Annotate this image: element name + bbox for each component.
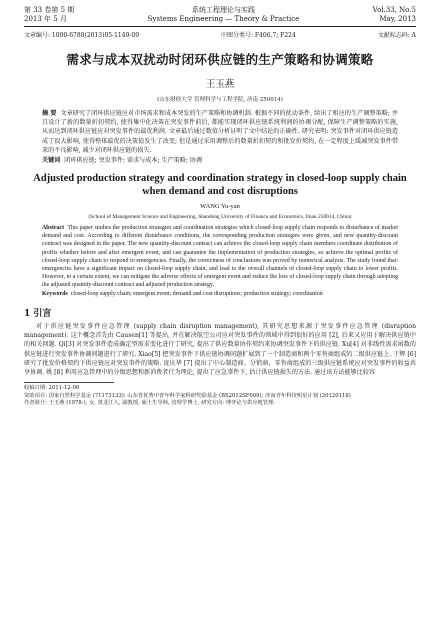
paper-title-cn: 需求与成本双扰动时闭环供应链的生产策略和协调策略 (66, 52, 374, 67)
keywords-en-label: Keywords (42, 290, 68, 297)
abstract-en-label: Abstract (42, 225, 65, 232)
header-volume: 第 33 卷第 5 期 (24, 6, 75, 14)
affiliation-cn: (山东财经大学 管理科学与工程学院, 济南 250014) (157, 97, 283, 103)
author-cn: 王玉燕 (205, 79, 235, 90)
header-center (148, 6, 300, 24)
abstract-cn (24, 109, 416, 155)
footnote-received: 收稿日期: 2011-12-06 (24, 385, 80, 392)
journal-name-en: Systems Engineering — Theory & Practice (147, 15, 300, 23)
footnote-funding: 资助项目: 国家自然科学基金 (71173133); 山东省优秀中青年科学家科研奖励基金 (BS2012SF009); 济南青年科技明星计划 (20120118) (24, 392, 351, 399)
footnote-bio: 作者简介: 王玉燕 (1978-), 女, 黑龙江人, 副教授, 硕士生导师, 管理学博士, 研究方向: 博弈论与供应链管理. (24, 400, 276, 407)
header-right (373, 6, 416, 24)
journal-header (24, 6, 416, 24)
document-code: 文献标志码: A (377, 32, 416, 39)
header-left (24, 6, 74, 24)
header-divider (24, 26, 416, 27)
footnotes (24, 385, 416, 408)
header-date-cn: 2013 年 5 月 (24, 15, 67, 23)
abstract-en-text: This paper studies the production strategies and coordination strategies which closed-loop supply chain responds to disturbance of market demand and cost. According to different disturbance conditions, the corresponding production strategies were given, and new quantity-discount contract was designed in the paper. The new quantity-discount contract can achieve the closed-loop supply chain members coordinate distribution of profits whether before and after emergent event, and can guarantee the implementation of production strategies, so achieve the optimal profits of closed-loop supply chain to respond to emergencies. Finally, the correctness of conclusions was proved by numerical analysis. The study found that: emergencies have a significant impact on closed-loop supply chain, and lead to the overall channels of closed-loop supply chain to lower profits. However, to a certain extent, we can mitigate the adverse effects of emergent event and reduce the loss of closed-loop supply chain through adopting the adjusted quantity-discount contract and adjusted production strategy. (42, 225, 398, 288)
author-en: WANG Yu-yan (200, 203, 240, 211)
article-number: 文章编号: 1000-6788(2013)05-1149-09 (24, 32, 140, 39)
clc-number: 中图分类号: F406.7; F224 (220, 32, 296, 39)
header-volume-en: Vol.33, No.5 (372, 6, 416, 14)
abstract-en (24, 224, 416, 289)
header-date-en: May, 2013 (379, 15, 416, 23)
abstract-cn-label: 摘 要 (42, 110, 57, 117)
footnote-divider (24, 382, 114, 383)
section-1-body: 对于供应链突发事件应急管理 (supply chain disruption management), 其研究思想来源于突发事件应急管理 (disruption management). 这个概念首先由 Causen[1] 等提出, 并在解决航空公司应对突发事件的领域中得到很好的应用 [2], 后来又应用于解决供应链中的相关问题. Qi[3] 对突发事件造成确定型需求变化进行了研究, 提出了供应数量协作契约来协调突发事件下的供应链. Xu[4] 对非线性需求函数的供应链进行突发事件协调问题进行了研究. Xiao[5] 把突发事件下供应链协调问题扩展到了一个制造商和两个零售商组成的二级供应链上. 于辉 [6] 研究了批发价格契约下供应链应对突发事件的策略. 庞庆华 [7] 提出了中心制造商、分销商、零售商组成的三级供应链系统应对突发事件的收益共享协调. 姚 [8] 利用应急管理中的分级思想和新消费者行为理论, 提出了应急事件下, 估计供应链损失的方法. 通过该方法能够比较容 (24, 323, 416, 377)
journal-name-cn: 系统工程理论与实践 (191, 6, 255, 14)
keywords-cn (24, 156, 416, 165)
affiliation-en: (School of Management Science and Engineering, Shandong University of Finance and Economics, Jinan 250014, China) (88, 214, 352, 221)
keywords-cn-text: 闭环供应链; 突发事件; 需求与成本; 生产策略; 协调 (64, 157, 202, 165)
abstract-cn-text: 文章研究了闭环供应链应对市场需求和成本突发的生产策略和协调机制. 根据不同的扰动条件, 给出了相应的生产调整策略; 并且设计了新的数量折扣契约, 使得集中化决策在突发事件前后, 都能实现闭环供应链系统利润的协调分配, 保障生产调整策略的实施, 从而达到闭环供应链应对突发事件的最优利润. 文章最后通过数值分析证明了文中结论的正确性. 研究表明: 突发事件对闭环供应链造成了很大影响, 使得整体最优的决策值发生了改变; 但是通过采用调整后的数量折扣契约和批发价契约, 在一定程度上缓减突发事件带来的不良影响, 减少对闭环供应链的损失. (42, 110, 398, 154)
paper-title-en: Adjusted production strategy and coordination strategy in closed-loop supply chain when demand and cost disruptions (33, 173, 407, 198)
section-1-heading: 1 引言 (24, 309, 52, 320)
keywords-en (24, 290, 416, 298)
article-meta (24, 31, 416, 40)
keywords-en-text: closed-loop supply chain; emergent event; demand and cost disruptions; production strategy; coordination (70, 290, 323, 297)
keywords-cn-label: 关键词 (42, 157, 61, 165)
